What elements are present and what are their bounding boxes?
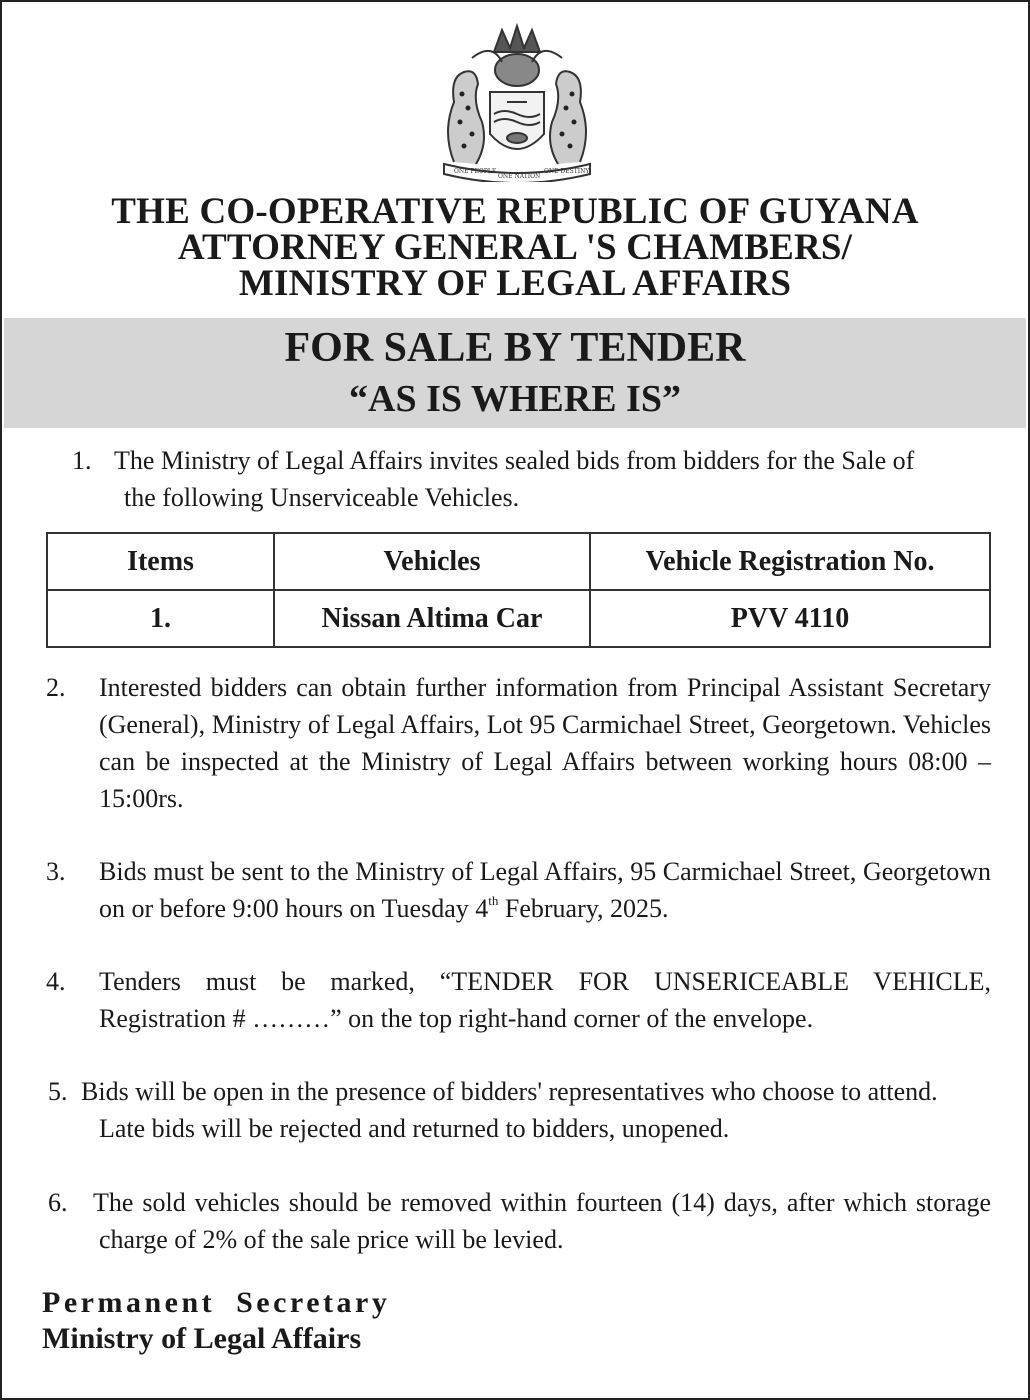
table-row — [47, 590, 990, 647]
item-5 — [48, 1073, 993, 1147]
item-6 — [48, 1184, 991, 1258]
item-3-number: 3. — [46, 857, 66, 886]
table-header-row — [47, 533, 990, 590]
vehicle-table — [46, 532, 991, 648]
item-1-number: 1. — [72, 446, 92, 475]
header-block — [2, 191, 1028, 304]
header-registration: Vehicle Registration No. — [590, 533, 990, 590]
item-6-number: 6. — [48, 1188, 68, 1217]
item-2-number: 2. — [46, 673, 66, 702]
item-3 — [46, 853, 991, 927]
signature-block — [42, 1285, 390, 1357]
banner-title: FOR SALE BY TENDER — [284, 325, 746, 371]
item-5-number: 5. — [48, 1077, 68, 1106]
banner-subtitle: “AS IS WHERE IS” — [349, 378, 681, 420]
item-3-ordinal: th — [488, 893, 499, 908]
item-4-number: 4. — [46, 967, 66, 996]
item-3-text-b: February, 2025. — [498, 894, 669, 923]
item-3-text — [46, 853, 991, 927]
item-4 — [46, 963, 991, 1037]
item-5-line-1: Bids will be open in the presence of bidders' representatives who choose to attend. — [81, 1077, 938, 1106]
cell-vehicle: Nissan Altima Car — [274, 590, 590, 647]
item-1-line-2: the following Unserviceable Vehicles. — [124, 483, 520, 512]
item-1-line-1: The Ministry of Legal Affairs invites sealed bids from bidders for the Sale of — [114, 446, 915, 475]
item-2 — [46, 669, 991, 817]
motto-right: ONE DESTINY — [544, 168, 590, 175]
motto-center: ONE NATION — [498, 173, 541, 180]
header-line-1: THE CO-OPERATIVE REPUBLIC OF GUYANA — [111, 191, 919, 232]
item-3-text-a: Bids must be sent to the Ministry of Legal Affairs, 95 Carmichael Street, Georgetown on or before 9:00 hours on Tuesday 4 — [99, 857, 991, 923]
item-4-text: Tenders must be marked, “TENDER FOR UNSERICEABLE VEHICLE, Registration # ………” on the top right-hand corner of the envelope. — [99, 967, 991, 1033]
motto-left: ONE PEOPLE — [454, 168, 497, 175]
signature-title: Permanent Secretary — [42, 1286, 391, 1319]
tender-banner — [4, 318, 1026, 428]
item-5-line-2: Late bids will be rejected and returned to bidders, unopened. — [99, 1114, 730, 1143]
header-items: Items — [47, 533, 274, 590]
item-6-text: The sold vehicles should be removed within fourteen (14) days, after which storage charge of 2% of the sale price will be levied. — [93, 1188, 991, 1254]
item-2-text: Interested bidders can obtain further information from Principal Assistant Secretary (General), Ministry of Legal Affairs, Lot 95 Carmichael Street, Georgetown. Vehicles can be inspected at the Ministry of Legal Affairs between working hours 08:00 – 15:00rs. — [99, 673, 991, 813]
signature-org: Ministry of Legal Affairs — [42, 1322, 362, 1355]
coat-of-arms-crest — [432, 22, 602, 182]
cell-registration: PVV 4110 — [590, 590, 990, 647]
header-vehicles: Vehicles — [274, 533, 590, 590]
item-1 — [72, 442, 997, 516]
header-line-3: MINISTRY OF LEGAL AFFAIRS — [238, 263, 792, 304]
header-line-2: ATTORNEY GENERAL 'S CHAMBERS/ — [177, 227, 853, 268]
cell-item-number: 1. — [47, 590, 274, 647]
